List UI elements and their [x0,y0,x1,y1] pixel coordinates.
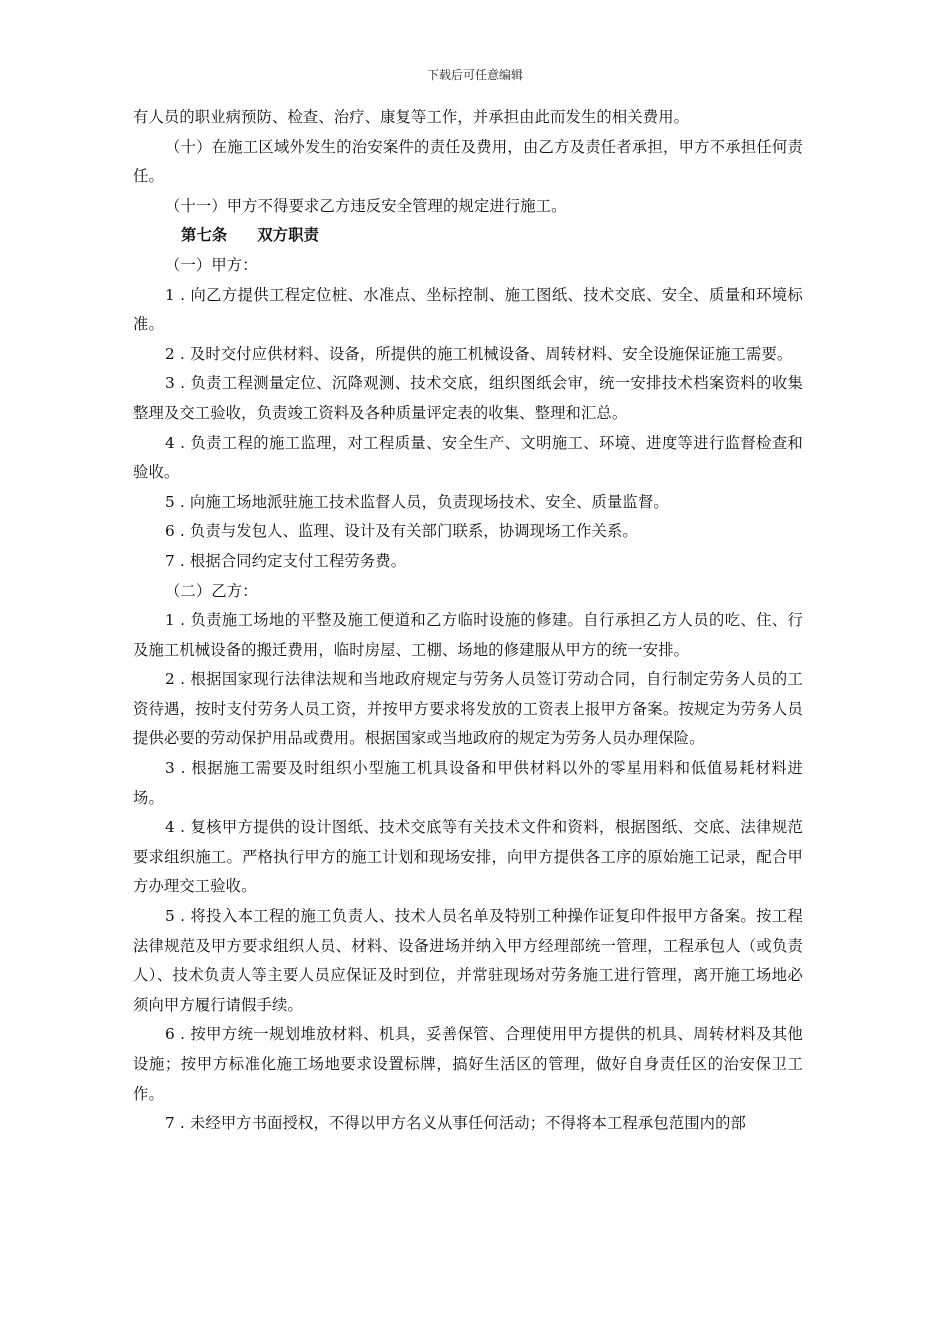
section-party-a: （一）甲方： [165,255,258,274]
list-item: 7 . 根据合同约定支付工程劳务费。 [165,551,407,570]
list-item: 6 . 负责与发包人、监理、设计及有关部门联系，协调现场工作关系。 [165,522,638,541]
list-item: 5 . 向施工场地派驻施工技术监督人员，负责现场技术、安全、质量监督。 [165,492,669,511]
article-number: 第七条 [181,226,228,245]
list-item: 1 . 负责施工场地的平整及施工便道和乙方临时设施的修建。自行承担乙方人员的吃、住、行及施工机械设备的搬迁费用，临时房屋、工棚、场地的修建服从甲方的统一安排。 [133,611,803,659]
list-item: 2 . 及时交付应供材料、设备，所提供的施工机械设备、周转材料、安全设施保证施工需要。 [165,344,793,363]
article-heading [133,221,803,251]
list-item: 7 . 未经甲方书面授权，不得以甲方名义从事任何活动；不得将本工程承包范围内的部 [165,1114,747,1133]
section-party-b: （二）乙方： [165,581,258,600]
list-item: 3 . 负责工程测量定位、沉降观测、技术交底，组织图纸会审，统一安排技术档案资料的收集整理及交工验收，负责竣工资料及各种质量评定表的收集、整理和汇总。 [133,374,803,422]
clause-ten: （十）在施工区域外发生的治安案件的责任及费用，由乙方及责任者承担，甲方不承担任何责任。 [133,137,803,186]
page-header: 下载后可任意编辑 [426,68,523,82]
list-item: 4 . 负责工程的施工监理，对工程质量、安全生产、文明施工、环境、进度等进行监督检查和验收。 [133,433,803,482]
list-item: 5 . 将投入本工程的施工负责人、技术人员名单及特别工种操作证复印件报甲方备案。按工程法律规范及甲方要求组织人员、材料、设备进场并纳入甲方经理部统一管理，工程承包人（或负责人）、技术负责人等主要人员应保证及时到位，并常驻现场对劳务施工进行管理，离开施工场地必须向甲方履行请假手续。 [133,907,803,1014]
document-body [133,103,803,1139]
list-item: 6 . 按甲方统一规划堆放材料、机具，妥善保管、合理使用甲方提供的机具、周转材料及其他设施；按甲方标准化施工场地要求设置标牌，搞好生活区的管理，做好自身责任区的治安保卫工作。 [133,1025,803,1103]
list-item: 2 . 根据国家现行法律法规和当地政府规定与劳务人员签订劳动合同，自行制定劳务人员的工资待遇，按时支付劳务人员工资，并按甲方要求将发放的工资表上报甲方备案。按规定为劳务人员提供必要的劳动保护用品或费用。根据国家或当地政府的规定为劳务人员办理保险。 [133,670,803,748]
list-item: 3 . 根据施工需要及时组织小型施工机具设备和甲供材料以外的零星用料和低值易耗材料进场。 [133,759,803,807]
article-title: 双方职责 [257,226,320,245]
paragraph: 有人员的职业病预防、检查、治疗、康复等工作，并承担由此而发生的相关费用。 [133,108,690,126]
list-item: 4 . 复核甲方提供的设计图纸、技术交底等有关技术文件和资料，根据图纸、交底、法律规范要求组织施工。严格执行甲方的施工计划和现场安排，向甲方提供各工序的原始施工记录，配合甲方办理交工验收。 [133,818,803,896]
list-item: 1 . 向乙方提供工程定位桩、水准点、坐标控制、施工图纸、技术交底、安全、质量和环境标准。 [133,285,803,334]
clause-eleven: （十一）甲方不得要求乙方违反安全管理的规定进行施工。 [165,196,567,215]
